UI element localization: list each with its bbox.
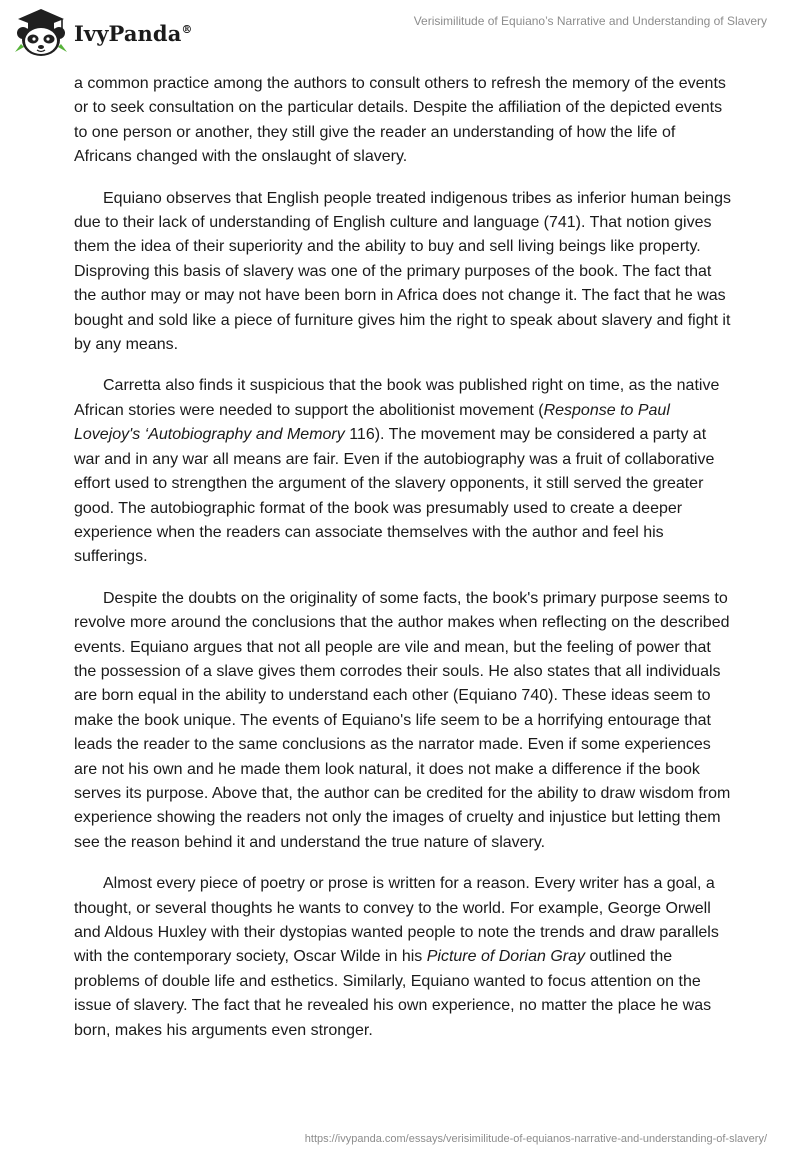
- panda-graduate-icon: [14, 6, 72, 58]
- paragraph-5-book-title: Picture of Dorian Gray: [426, 948, 585, 966]
- document-title: Verisimilitude of Equiano’s Narrative and Understanding of Slavery: [413, 14, 767, 28]
- brand-name-text: IvyPanda: [74, 20, 182, 46]
- paragraph-5-text-b: outlined the problems of double life and esthetics. Similarly, Equiano wanted to focus attention on the issue of slavery. The fact that he revealed his own experience, no matter the place he was born, makes his arguments even stronger.: [74, 948, 712, 1039]
- paragraph-5-text-a: Almost every piece of poetry or prose is written for a reason. Every writer has a goal, a thought, or several thoughts he wants to convey to the world. For example, George Orwell and Aldous Huxley with their dystopias wanted people to note the trends and draw parallels with the contemporary society, Oscar Wilde in his: [74, 875, 719, 966]
- source-url[interactable]: https://ivypanda.com/essays/verisimilitude-of-equianos-narrative-and-understanding-of-slavery/: [304, 1133, 767, 1145]
- paragraph-2: Equiano observes that English people treated indigenous tribes as inferior human beings due to their lack of understanding of English culture and language (741). That notion gives them the idea of their superiority and the ability to buy and sell living beings like property. Disproving this basis of slavery was one of the primary purposes of the book. The fact that the author may or may not have been born in Africa does not change it. The fact that he was bought and sold like a piece of furniture gives him the right to speak about slavery and fight it by any means.: [74, 189, 731, 354]
- paragraph-3-text-a: Carretta also finds it suspicious that the book was published right on time, as the native African stories were needed to support the abolitionist movement (: [74, 377, 720, 419]
- paragraph-4: Despite the doubts on the originality of some facts, the book's primary purpose seems to revolve more around the conclusions that the author makes when reflecting on the described events. Equiano argues that not all people are vile and mean, but the feeling of power that the possession of a slave gives them corrodes their souls. He also states that all individuals are born equal in the ability to understand each other (Equiano 740). These ideas seem to make the book unique. The events of Equiano's life seem to be a horrifying entourage that leads the reader to the same conclusions as the narrator made. Even if some experiences are not his own and he made them look natural, it does not make a difference if the book serves its purpose. Above that, the author can be credited for the ability to draw wisdom from experience showing the readers not only the images of cruelty and injustice but letting them see the reason behind it and understand the true nature of slavery.: [74, 589, 731, 851]
- paragraph-1: a common practice among the authors to consult others to refresh the memory of the events or to seek consultation on the particular details. Despite the affiliation of the depicted events to one person or another, they still give the reader an understanding of how the life of Africans changed with the onslaught of slavery.: [74, 75, 726, 166]
- brand-name: [74, 21, 193, 46]
- brand-registered-mark: ®: [181, 22, 193, 36]
- paragraph-5: [74, 872, 734, 1043]
- paragraph-3: [74, 374, 734, 569]
- essay-body: [74, 72, 734, 1060]
- paragraph-3-citation-title: Response to Paul Lovejoy's ‘Autobiography and Memory: [74, 401, 670, 444]
- paragraph-3-text-b: 116). The movement may be considered a party at war and in any war all means are fair. Even if the autobiography was a fruit of collaborative effort used to strengthen the argument of the slavery opponents, it still served the greater good. The autobiographic format of the book was presumably used to create a deeper experience when the readers can associate themselves with the author and feel his sufferings.: [74, 426, 715, 566]
- brand-logo[interactable]: [14, 6, 193, 58]
- page-header: [0, 0, 800, 70]
